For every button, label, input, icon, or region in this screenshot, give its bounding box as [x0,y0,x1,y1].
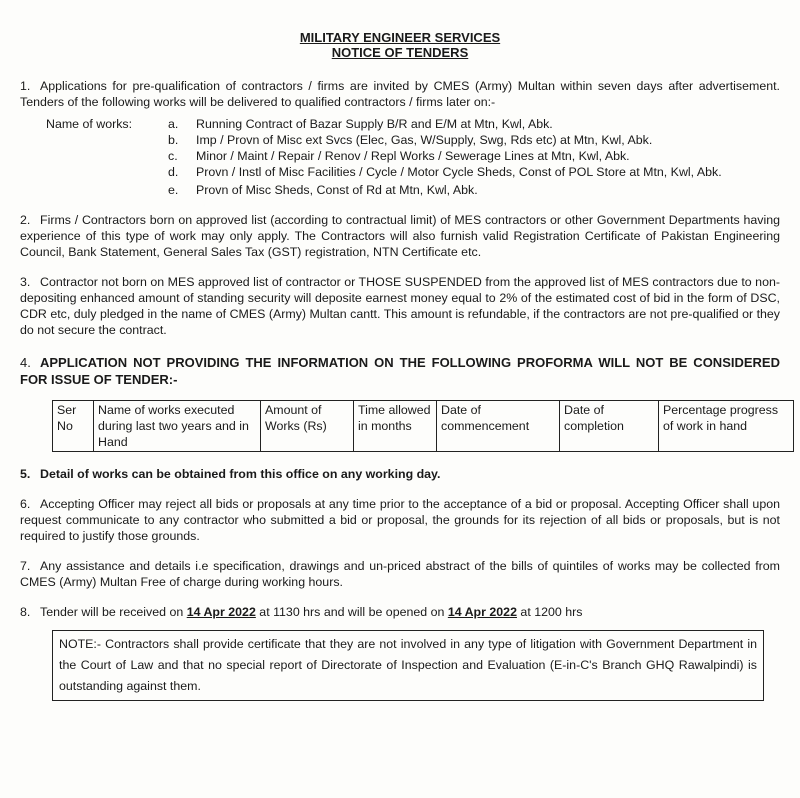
paragraph-number: 6. [20,497,31,511]
item-text: Imp / Provn of Misc ext Svcs (Elec, Gas, W/Supply, Swg, Rds etc) at Mtn, Kwl, Abk. [196,133,653,147]
item-text: Minor / Maint / Repair / Renov / Repl Works / Sewerage Lines at Mtn, Kwl, Abk. [196,149,630,163]
item-letter: e. [168,183,179,197]
paragraph-2 [20,212,780,260]
item-text: Provn of Misc Sheds, Const of Rd at Mtn, Kwl, Abk. [196,183,478,197]
paragraph-3 [20,274,780,338]
note-text: Contractors shall provide certificate that they are not involved in any type of litigation with Government Department in the Court of Law and that no special report of Directorate of Inspection and Evaluation (E-in-C's Branch GHQ Rawalpindi) is outstanding against them. [59,637,757,693]
table-header-row [53,401,794,452]
note-box [52,630,764,701]
item-letter: a. [168,117,179,131]
works-list [46,116,780,198]
list-item [46,116,780,132]
paragraph-number: 5. [20,467,31,481]
note-label: NOTE:- [59,637,101,651]
paragraph-text: Firms / Contractors born on approved list (according to contractual limit) of MES contractors or other Government Departments having experience of this type of work may only apply. The Contractors will also furnish valid Registration Certificate of Pakistan Engineering Council, Bank Statement, General Sales Tax (GST) registration, NTN Certificate etc. [20,213,780,259]
paragraph-number: 7. [20,559,31,573]
column-header: Date of commencement [437,401,560,452]
notice-title [20,30,780,60]
paragraph-number: 3. [20,275,31,289]
paragraph-text: Applications for pre-qualification of contractors / firms are invited by CMES (Army) Multan within seven days after advertisement. Tenders of the following works will be delivered to qualified contractors / firms later on:- [20,79,780,109]
proforma-table [52,400,794,452]
list-item [46,132,780,148]
paragraph-text: Accepting Officer may reject all bids or proposals at any time prior to the acceptance of a bid or proposal. Accepting Officer shall upon request communicate to any contractor who submitted a bid or proposal, the grounds for its rejection of all bids or proposals, but is not required to justify those grounds. [20,497,780,543]
item-letter: d. [168,165,179,179]
paragraph-7 [20,558,780,590]
paragraph-1 [20,78,780,110]
list-item [46,164,780,180]
paragraph-number: 1. [20,79,31,93]
paragraph-text: APPLICATION NOT PROVIDING THE INFORMATION ON THE FOLLOWING PROFORMA WILL NOT BE CONSIDERED FOR ISSUE OF TENDER:- [20,355,780,387]
column-header: Percentage progress of work in hand [659,401,794,452]
title-line-2: NOTICE OF TENDERS [331,45,469,60]
paragraph-text: Any assistance and details i.e specification, drawings and un-priced abstract of the bills of quintiles of works may be collected from CMES (Army) Multan Free of charge during working hours. [20,559,780,589]
works-lead-label: Name of works: [46,117,133,131]
paragraph-number: 4. [20,355,31,370]
item-letter: c. [168,149,178,163]
column-header: Name of works executed during last two years and in Hand [94,401,261,452]
paragraph-5 [20,466,780,482]
title-line-1: MILITARY ENGINEER SERVICES [299,30,501,45]
paragraph-text-part-2: at 1130 hrs and will be opened on [259,605,445,619]
paragraph-text: Detail of works can be obtained from this office on any working day. [40,467,441,481]
column-header: Ser No [53,401,94,452]
paragraph-number: 2. [20,213,31,227]
paragraph-text: Contractor not born on MES approved list of contractor or THOSE SUSPENDED from the approved list of MES contractors due to non-depositing enhanced amount of standing security will deposite earnest money equal to 2% of the estimated cost of bid in the form of DSC, CDR etc, duly pledged in the name of CMES (Army) Multan cantt. This amount is refundable, if the contractors are not pre-qualified or they do not secure the contract. [20,275,780,337]
paragraph-text-part-3: at 1200 hrs [520,605,583,619]
paragraph-4 [20,354,780,388]
column-header: Amount of Works (Rs) [261,401,354,452]
receive-date: 14 Apr 2022 [186,605,256,619]
paragraph-6 [20,496,780,544]
opening-date: 14 Apr 2022 [447,605,517,619]
column-header: Time allowed in months [354,401,437,452]
column-header: Date of completion [560,401,659,452]
item-text: Provn / Instl of Misc Facilities / Cycle / Motor Cycle Sheds, Const of POL Store at Mtn, Kwl, Abk. [196,165,722,179]
item-letter: b. [168,133,179,147]
list-item [46,182,780,198]
list-item [46,148,780,164]
paragraph-number: 8. [20,605,31,619]
paragraph-text-part-1: Tender will be received on [40,605,184,619]
paragraph-8 [20,604,780,620]
item-text: Running Contract of Bazar Supply B/R and E/M at Mtn, Kwl, Abk. [196,117,553,131]
